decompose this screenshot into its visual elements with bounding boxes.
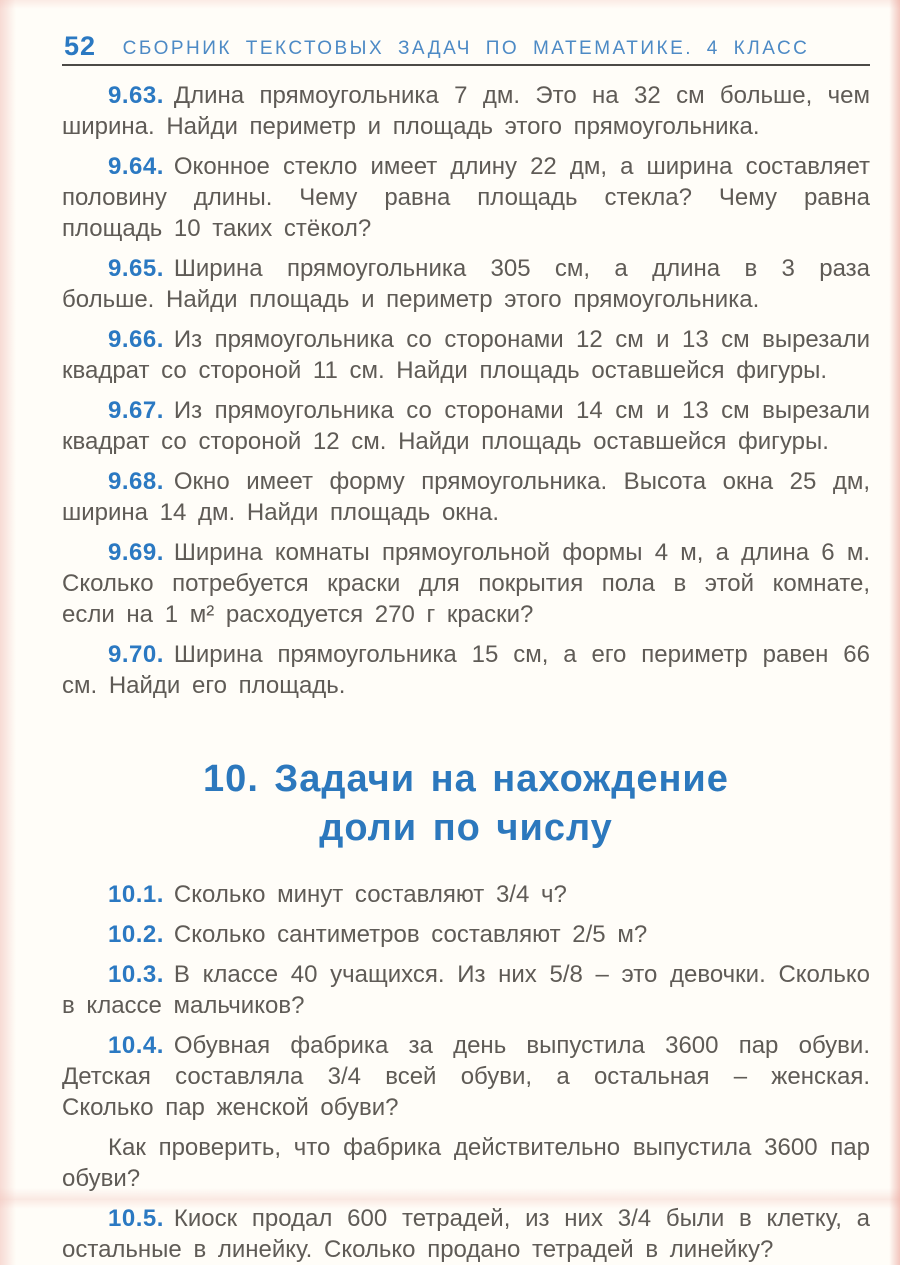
problem-text: Оконное стекло имеет длину 22 дм, а ширина составляет половину длины. Чему равна площадь стекла? Чему равна площадь 10 таких стёкол? [62, 153, 870, 242]
problem-9-68 [62, 466, 870, 528]
problem-text: Как проверить, что фабрика действительно выпустила 3600 пар обуви? [62, 1134, 870, 1192]
problem-9-65 [62, 253, 870, 315]
problem-9-69 [62, 537, 870, 630]
problems-section-10 [62, 879, 870, 1265]
section-10-title-line1: 10. Задачи на нахождение [203, 758, 729, 800]
running-title: СБОРНИК ТЕКСТОВЫХ ЗАДАЧ ПО МАТЕМАТИКЕ. 4 КЛАСС [122, 38, 810, 59]
problem-text: Окно имеет форму прямоугольника. Высота окна 25 дм, ширина 14 дм. Найди площадь окна. [62, 468, 870, 526]
problem-9-70 [62, 639, 870, 701]
problem-text: В классе 40 учащихся. Из них 5/8 – это девочки. Сколько в классе мальчиков? [62, 961, 870, 1019]
problem-number: 9.66. [108, 326, 164, 353]
problem-10-5 [62, 1203, 870, 1265]
problem-text: Киоск продал 600 тетрадей, из них 3/4 были в клетку, а остальные в линейку. Сколько продано тетрадей в линейку? [62, 1205, 870, 1263]
problem-number: 9.70. [108, 641, 164, 668]
problem-number: 10.5. [108, 1205, 164, 1232]
problem-10-2 [62, 919, 870, 950]
problem-9-67 [62, 395, 870, 457]
problem-text: Сколько минут составляют 3/4 ч? [173, 881, 567, 908]
problem-text: Обувная фабрика за день выпустила 3600 пар обуви. Детская составляла 3/4 всей обуви, а остальная – женская. Сколько пар женской обуви? [62, 1032, 870, 1121]
problem-9-63 [62, 80, 870, 142]
section-10-title-line2: доли по числу [319, 807, 613, 849]
problem-number: 10.4. [108, 1032, 164, 1059]
problem-10-3 [62, 959, 870, 1021]
problem-text: Ширина прямоугольника 15 см, а его периметр равен 66 см. Найди его площадь. [62, 641, 870, 699]
running-header [62, 30, 870, 66]
problem-9-66 [62, 324, 870, 386]
problem-text: Сколько сантиметров составляют 2/5 м? [173, 921, 648, 948]
section-10-title [62, 755, 870, 853]
problem-10-1 [62, 879, 870, 910]
problem-number: 9.64. [108, 153, 164, 180]
problem-number: 10.3. [108, 961, 164, 988]
page-number: 52 [64, 31, 97, 61]
problem-number: 9.69. [108, 539, 164, 566]
problem-text: Из прямоугольника со сторонами 14 см и 13 см вырезали квадрат со стороной 12 см. Найди площадь оставшейся фигуры. [62, 397, 870, 455]
problem-text: Ширина прямоугольника 305 см, а длина в 3 раза больше. Найди площадь и периметр этого прямоугольника. [62, 255, 870, 313]
problem-number: 10.1. [108, 881, 164, 908]
problem-number: 9.63. [108, 82, 164, 109]
problem-text: Из прямоугольника со сторонами 12 см и 13 см вырезали квадрат со стороной 11 см. Найди площадь оставшейся фигуры. [62, 326, 870, 384]
problem-10-4 [62, 1030, 870, 1123]
problem-number: 9.65. [108, 255, 164, 282]
problem-10-4-followup [62, 1132, 870, 1194]
problems-section-9 [62, 80, 870, 701]
problem-number: 9.68. [108, 468, 164, 495]
problem-number: 9.67. [108, 397, 164, 424]
problem-text: Длина прямоугольника 7 дм. Это на 32 см больше, чем ширина. Найди периметр и площадь этого прямоугольника. [62, 82, 870, 140]
problem-text: Ширина комнаты прямоугольной формы 4 м, а длина 6 м. Сколько потребуется краски для покрытия пола в этой комнате, если на 1 м² расходуется 270 г краски? [62, 539, 870, 628]
problem-9-64 [62, 151, 870, 244]
problem-number: 10.2. [108, 921, 164, 948]
